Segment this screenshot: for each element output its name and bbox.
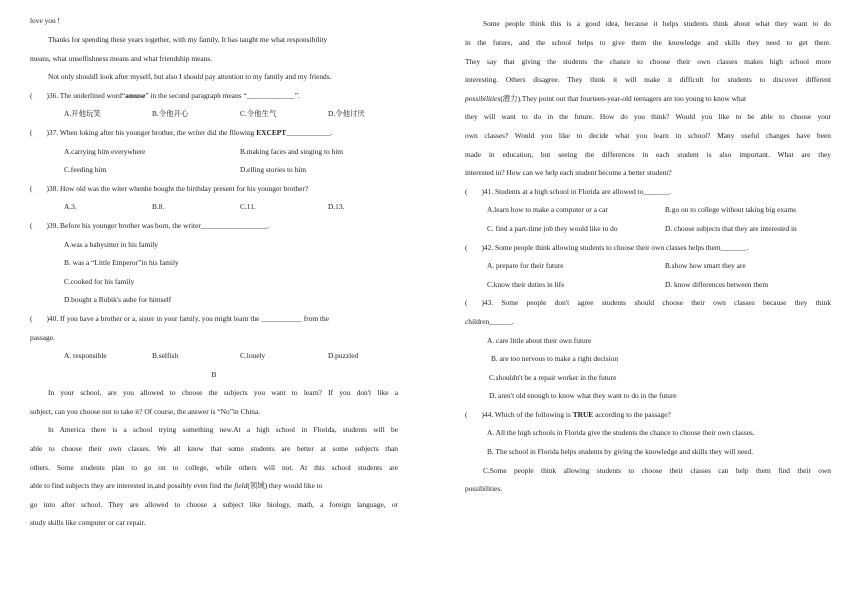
option-b: B. The school in Florida helps students by giving the knowledge and skills they will need. [487, 447, 754, 457]
option-d: D.13. [328, 202, 345, 212]
passage-line: They say that giving the students the chance to choose their own classes makes high school more [465, 56, 831, 66]
question-38 [30, 180, 398, 199]
option-c: C.shouldn't be a repair worker in the future [489, 372, 617, 382]
question-text: )42. Some people think allowing students to choose their own classes helps them_______. [481, 242, 749, 252]
answer-blank-open[interactable]: ( [465, 186, 468, 196]
question-text: )44. Which of the following is [481, 409, 573, 419]
passage-text: means, what unselfishness means and what friendship means. [30, 53, 213, 63]
option-d: D.elling stories to him [240, 165, 307, 175]
option-c: C.Some people think allowing students to choose their classes can help them find their own [483, 465, 831, 475]
option-a: A.was a babysitter in his family [64, 239, 159, 249]
left-column [30, 0, 398, 533]
passage-line: study skills like computer or car repair. [30, 518, 146, 528]
question-39 [30, 217, 398, 236]
question-text: )36. The underlined word“ [46, 90, 126, 100]
question-text: )43. Some people don't agree students should choose their own classes because they think [481, 298, 831, 308]
options-row [30, 198, 398, 217]
option-a: A.3. [64, 202, 77, 212]
options-row [30, 161, 398, 180]
passage-text: (潜力).They point out that fourteen-year-old teenagers are too young to know what [500, 93, 747, 103]
passage-line [30, 31, 398, 50]
option-a: A.carrying him everywhere [64, 146, 146, 156]
question-keyword: amuse [125, 90, 146, 100]
option-a: A. prepare for their future [487, 261, 564, 271]
passage-line: able to choose their own classes. We all know that some students are better at some subjects than [30, 444, 398, 454]
passage-line: made in education, but seeing the differences in each student is also important. What are they [465, 149, 831, 159]
passage-line [30, 68, 398, 87]
passage-line: In your school, are you allowed to choose the subjects you want to learn? If you don't like a [48, 388, 398, 398]
option-c: C.cooked for his family [64, 276, 135, 286]
answer-blank-open[interactable]: ( [30, 313, 33, 323]
options-row [465, 276, 831, 295]
passage-text: love you ! [30, 16, 60, 26]
question-37 [30, 124, 398, 143]
options-row [30, 347, 398, 366]
answer-blank-open[interactable]: ( [465, 298, 468, 308]
option-b: B. was a “Little Emperor”in his family [64, 258, 179, 268]
answer-blank-open[interactable]: ( [465, 242, 468, 252]
option-c: C.令他生气 [240, 109, 277, 119]
question-43 [465, 294, 831, 313]
answer-blank-open[interactable]: ( [30, 90, 33, 100]
options-row [30, 143, 398, 162]
passage-line [465, 90, 831, 109]
question-text: )39. Before his younger brother was born, the writer__________________. [46, 220, 270, 230]
right-column [465, 0, 831, 499]
passage-line: own classes? Would you like to decide what you learn in school? Many useful changes have been [465, 130, 831, 140]
question-text: according to the passage? [593, 409, 671, 419]
passage-line: go into after school. They are allowed to choose a subject like biology, math, a foreign language, or [30, 499, 398, 509]
option-c: C.lonely [240, 351, 266, 361]
passage-line: they will want to do in the future. How do you think? Would you like to be able to choose your [465, 112, 831, 122]
option-c: C.know their duties in life [487, 279, 565, 289]
passage-line: interesting. Others disagree. They think it will make it difficult for students to discover different [465, 75, 831, 85]
answer-blank-open[interactable]: ( [465, 409, 468, 419]
option-b: B.selfish [152, 351, 179, 361]
glossed-word: field [234, 481, 248, 491]
passage-text: able to find subjects they are interested in,and possibly even find the [30, 481, 235, 491]
question-36 [30, 87, 398, 106]
option-d: D. aren't old enough to know what they want to do in the future [489, 391, 677, 401]
passage-text: Not only shouldI look after myself, but also I should pay attention to my family and my friends. [48, 72, 332, 82]
question-keyword: TRUE [572, 409, 594, 419]
passage-line: others. Some students plan to go on to college, while others will not. At this school students are [30, 462, 398, 472]
question-40 [30, 310, 398, 329]
question-text: )37. When loking after his younger brother, the writer did the fllowing [46, 127, 257, 137]
option-d: D.bought a Rubik's aube for himself [64, 295, 172, 305]
option-c: C.feeding him [64, 165, 107, 175]
option-d: D. know differences between them [665, 279, 769, 289]
question-text: children______. [465, 316, 514, 326]
option-b: B.8. [152, 202, 165, 212]
option-d: D. choose subjects that they are interested in [665, 223, 797, 233]
option-b: B.go on to college without taking big exams [665, 205, 796, 215]
option-a: A. All the high schools in Florida give the students the chance to choose their own classes. [487, 428, 755, 438]
options-row [465, 220, 831, 239]
passage-line: subject, can you choose not to take it? Of course, the answer is “No”in China. [30, 406, 261, 416]
passage-line: Some people think this is a good idea, because it helps students think about what they want to do [483, 19, 831, 29]
options-row [465, 257, 831, 276]
passage-line [30, 50, 398, 69]
option-a: A.learn how to make a computer or a car [487, 205, 608, 215]
question-text: passage. [30, 332, 55, 342]
glossed-word: possibilities [465, 93, 501, 103]
option-c: C.11. [240, 202, 256, 212]
option-b: B. are too nervous to make a right decision [491, 354, 619, 364]
option-b: B.making faces and singing to him [240, 146, 344, 156]
answer-blank-open[interactable]: ( [30, 220, 33, 230]
question-44 [465, 406, 831, 425]
passage-text: Thanks for spending these years together, with my family. It has taught me what responsibility [48, 35, 328, 44]
option-b: B.show how smart they are [665, 261, 746, 271]
passage-line [30, 477, 398, 496]
option-c: C. find a part-time job they would like to do [487, 223, 618, 233]
answer-blank-open[interactable]: ( [30, 127, 33, 137]
options-row [465, 201, 831, 220]
question-text: ____________. [286, 127, 333, 137]
answer-blank-open[interactable]: ( [30, 183, 33, 193]
option-a: A.开他玩笑 [64, 109, 101, 119]
option-d: D.puzzled [328, 351, 359, 361]
passage-text: (领域) they would like to [247, 481, 323, 491]
question-41 [465, 183, 831, 202]
passage-line: in the future, and the school helps to give them the knowledge and skills they need to get there. [465, 38, 831, 47]
section-heading: B [211, 369, 217, 379]
question-keyword: EXCEPT [256, 127, 287, 137]
options-row [30, 105, 398, 124]
question-text: )40. If you have a brother or a, sister in your family, you might learn the ___________ from the [46, 313, 330, 323]
option-b: B.令他开心 [152, 109, 189, 119]
option-a: A. care little about their own future [487, 335, 592, 345]
question-text: )38. How old was the witer whenhe bought the birthday present for his younger brother? [46, 183, 309, 193]
option-c-continued: possibilities. [465, 484, 503, 494]
question-text: )41. Students at a high school in Florida are allowed to_______. [481, 186, 672, 196]
passage-line: ln America there is a school trying something new.At a high school in Florida, students will be [48, 425, 398, 435]
question-text: ” in the second paragraph means “_____________”. [145, 90, 300, 100]
option-a: A. responsible [64, 351, 107, 361]
question-42 [465, 239, 831, 258]
passage-line [30, 12, 398, 31]
option-d: D.令他讨厌 [328, 109, 365, 119]
passage-line: interested in? How can we help each student become a better student? [465, 168, 672, 178]
